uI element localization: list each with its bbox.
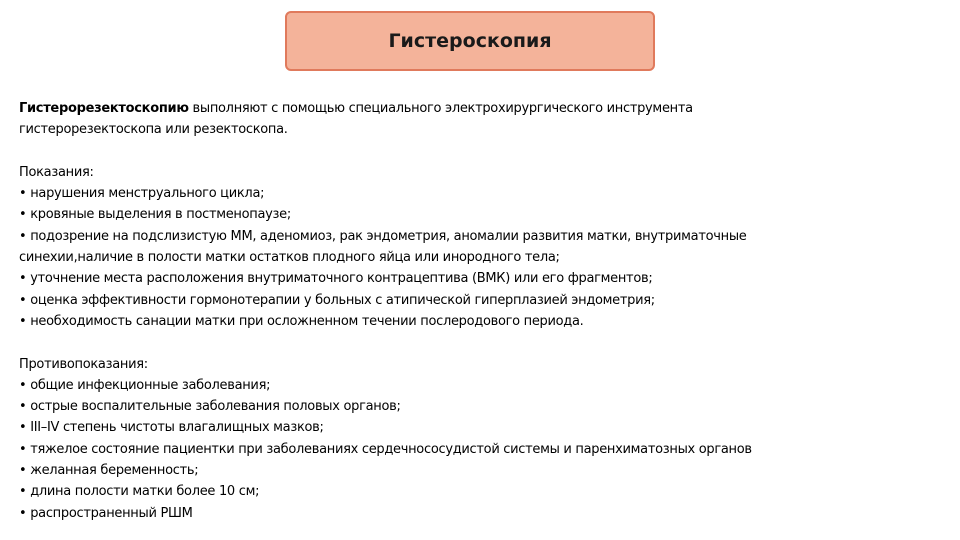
spacer: [19, 141, 949, 162]
indication-item: • нарушения менструального цикла;: [19, 186, 265, 202]
spacer: [19, 332, 949, 353]
contraindication-item: • длина полости матки более 10 см;: [19, 484, 260, 500]
intro-line-1-rest: выполняют с помощью специального электрохирургического инструмента: [188, 101, 693, 116]
indications-heading: Показания:: [19, 164, 94, 180]
contraindication-item: • распространенный РШМ: [19, 505, 193, 521]
intro-term: Гистерорезектоскопию: [19, 101, 189, 116]
contraindication-item: • тяжелое состояние пациентки при заболеваниях сердечнососудистой системы и паренхиматозных органов: [19, 441, 752, 457]
title-box: [285, 11, 655, 71]
indication-item: • подозрение на подслизистую ММ, аденомиоз, рак эндометрия, аномалии развития матки, внутриматочные: [19, 228, 747, 244]
slide-title: Гистероскопия: [388, 30, 552, 52]
contraindication-item: • желанная беременность;: [19, 463, 199, 479]
slide-body: [19, 98, 949, 524]
contraindication-item: • общие инфекционные заболевания;: [19, 377, 271, 393]
indication-item-continued: синехии,наличие в полости матки остатков плодного яйца или инородного тела;: [19, 250, 560, 266]
contraindications-heading: Противопоказания:: [19, 356, 148, 372]
contraindication-item: • III–IV степень чистоты влагалищных мазков;: [19, 420, 324, 436]
indication-item: • уточнение места расположения внутриматочного контрацептива (ВМК) или его фрагментов;: [19, 271, 653, 287]
intro-line-2: гистерорезектоскопа или резектоскопа.: [19, 122, 288, 138]
intro-line-1: [19, 98, 949, 119]
indication-item: • кровяные выделения в постменопаузе;: [19, 207, 291, 223]
indication-item: • необходимость санации матки при осложненном течении послеродового периода.: [19, 313, 584, 329]
contraindication-item: • острые воспалительные заболевания половых органов;: [19, 399, 401, 415]
indication-item: • оценка эффективности гормонотерапии у больных с атипической гиперплазией эндометрия;: [19, 292, 655, 308]
